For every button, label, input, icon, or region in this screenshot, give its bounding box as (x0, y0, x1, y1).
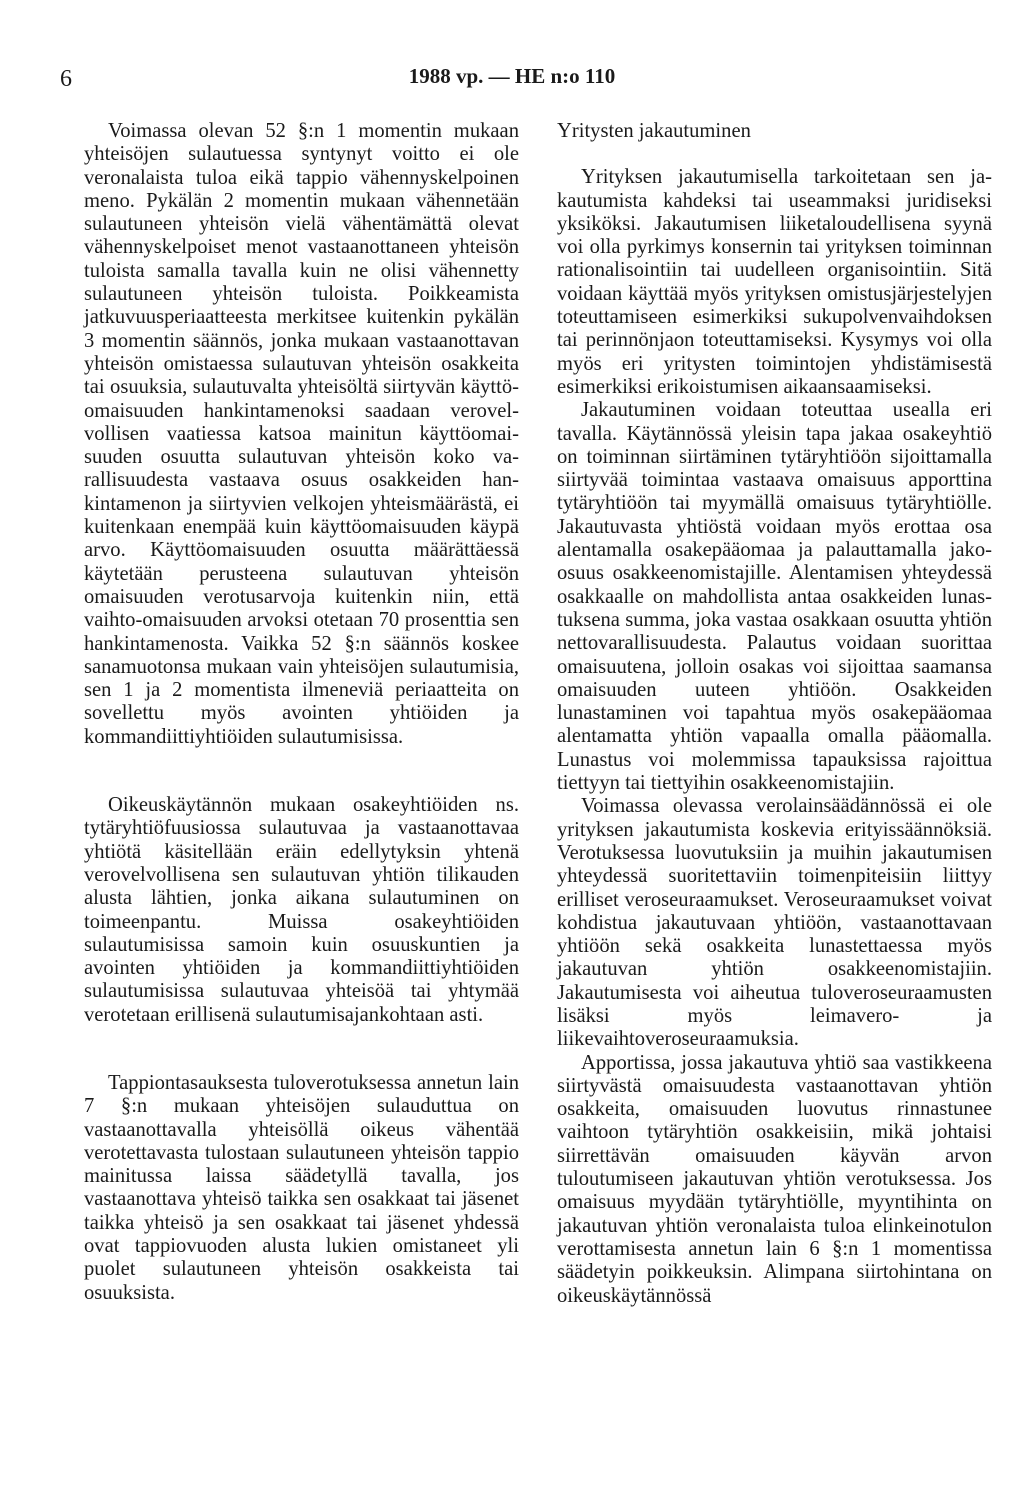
paragraph-tappiontasaus: Tappiontasauksesta tuloverotuksessa annetun lain 7 §:n mukaan yhteisöjen sulauduttua on vastaanottavalla yhteisöllä oikeus vähentää verotettavasta tulostaan sulautuneen yhteisön tappio mainitussa laissa säädetyllä tavalla, jos vastaanottava yhteisö taikka sen osakkaat tai jäsenet taikka yhteisö ja sen osakkaat tai jäsenet yhdessä ovat tappiovuoden alusta lukien omistaneet yli puolet sulautuneen yhteisön osakkeista tai osuuksista. (84, 1071, 519, 1304)
section-heading: Yritysten jakautuminen (557, 120, 751, 142)
paragraph-jakautuminen-maaritelma: Yrityksen jakautumisella tarkoitetaan sen jakautumista kahdeksi tai useammaksi juridiseksi yksiköksi. Jakautumisen liiketaloudellisena syynä voi olla pyrkimys konsernin tai yrityksen toiminnan rationalisointiin tai uudelleen organisointiin. Sitä voidaan käyttää myös yrityksen omistusjärjestelyjen toteuttamiseen esimerkiksi sukupolvenvaihdoksen tai perinnönjaon toteuttamiseksi. Kysymys voi olla myös eri yritysten toimintojen yhdistämisestä esimerkiksi erikoistumisen aikaansaamiseksi. (557, 166, 992, 398)
paragraph-verolainsaadanto: Voimassa olevassa verolainsäädännössä ei ole yrityksen jakautumista koskevia erityissäännöksiä. Verotuksessa luovutuksiin ja muihin jakautumisen yhteydessä suoritettaviin toimenpiteisiin liittyy erilliset veroseuraamukset. Veroseuraamukset voivat kohdistua jakautuvaan yhtiöön, vastaanottavaan yhtiöön sekä osakkeita lunastettaessa myös jakautuvan yhtiön osakkeenomistajiin. Jakautumisesta voi aiheutua tuloveroseuraamusten lisäksi myös leimavero- ja liikevaihtoveroseuraamuksia. (557, 795, 992, 1051)
paragraph-jakautuminen-tavat: Jakautuminen voidaan toteuttaa usealla eri tavalla. Käytännössä yleisin tapa jakaa osakeyhtiö on toiminnan siirtäminen tytäryhtiöön sijoittamalla siirtyvää toimintaa vastaava omaisuus apporttina tytäryhtiöön tai myymällä omaisuus tytäryhtiölle. Jakautuvasta yhtiöstä voidaan myös erottaa osa alentamalla osakepääomaa ja palauttamalla jako-osuus osakkeenomistajille. Alentamisen yhteydessä osakkaalle on mahdollista antaa osakkeiden lunastuksena summa, joka vastaa osakkaan osuutta yhtiön nettovarallisuudesta. Palautus voidaan suorittaa omaisuutena, jolloin osakas voi sijoittaa saamansa omaisuuden uuteen yhtiöön. Osakkeiden lunastaminen voi tapahtua myös osakepääomaa alentamatta yhtiön vapaalla omalla pääomalla. Lunastus voi molemmissa tapauksissa rajoittua tiettyyn tai tiettyihin osakkeenomistajiin. (557, 399, 992, 795)
paragraph-sulautuminen-52: Voimassa olevan 52 §:n 1 momentin mukaan yhteisöjen sulautuessa syntynyt voitto ei ole veronalaista tuloa eikä tappio vähennyskelpoinen meno. Pykälän 2 momentin mukaan vähennetään sulautuneen yhteisön vielä vähentämättä olevat vähennyskelpoiset menot vastaanottaneen yhteisön tuloista samalla tavalla kuin ne olisi vähennetty sulautuneen yhteisön tuloista. Poikkeamista jatkuvuusperiaatteesta merkitsee kuitenkin pykälän 3 momentin säännös, jonka mukaan vastaanottavan yhteisön omistaessa sulautuvan yhteisön osakkeita tai osuuksia, sulautuvalta yhteisöltä siirtyvän käyttöomaisuuden hankintamenoksi saadaan verovelvollisen vaatiessa katsoa mainitun käyttöomaisuuden osuutta sulautuvan yhteisön koko varallisuudesta vastaava osuus osakkeiden hankintamenon ja siirtyvien velkojen yhteismäärästä, ei kuitenkaan enempää kuin käyttöomaisuuden käypä arvo. Käyttöomaisuuden osuutta määrättäessä käytetään perusteena sulautuvan yhteisön omaisuuden verotusarvoja kuitenkin niin, että vaihto-omaisuuden arvoksi otetaan 70 prosenttia sen hankintamenosta. Vaikka 52 §:n säännös koskee sanamuotonsa mukaan vain yhteisöjen sulautumisia, sen 1 ja 2 momentista ilmeneviä periaatteita on sovellettu myös avointen yhtiöiden ja kommandiittiyhtiöiden sulautumisissa. (84, 120, 519, 748)
paragraph-apportti: Apportissa, jossa jakautuva yhtiö saa vastikkeena siirtyvästä omaisuudesta vastaanottavan yhtiön osakkeita, omaisuuden luovutus rinnastunee vaihtoon tytäryhtiön osakkeisiin, mikä johtaisi siirrettävän omaisuuden käyvän arvon tuloutumiseen jakautuvan yhtiön verotuksessa. Jos omaisuus myydään tytäryhtiölle, myyntihinta on jakautuvan yhtiön veronalaista tuloa elinkeinotulon verottamisesta annetun lain 6 §:n 1 momentissa säädetyin poikkeuksin. Alimpana siirtohintana on oikeuskäytännössä (557, 1051, 992, 1307)
running-head: 1988 vp. — HE n:o 110 (408, 64, 616, 88)
page-number: 6 (60, 66, 72, 92)
left-column (84, 120, 519, 1305)
right-column (557, 120, 992, 1308)
paragraph-oikeuskaytanto: Oikeuskäytännön mukaan osakeyhtiöiden ns. tytäryhtiöfuusiossa sulautuvaa ja vastaanottavaa yhtiötä käsitellään eräin edellytyksin yhtenä verovelvollisena sen sulautuvan yhtiön tilikauden alusta lähtien, jonka aikana sulautuminen on toimeenpantu. Muissa osakeyhtiöiden sulautumisissa samoin kuin osuuskuntien ja avointen yhtiöiden ja kommandiittiyhtiöiden sulautumisissa sulautuvaa yhteisöä tai yhtymää verotetaan erillisenä sulautumisajankohtaan asti. (84, 794, 519, 1026)
